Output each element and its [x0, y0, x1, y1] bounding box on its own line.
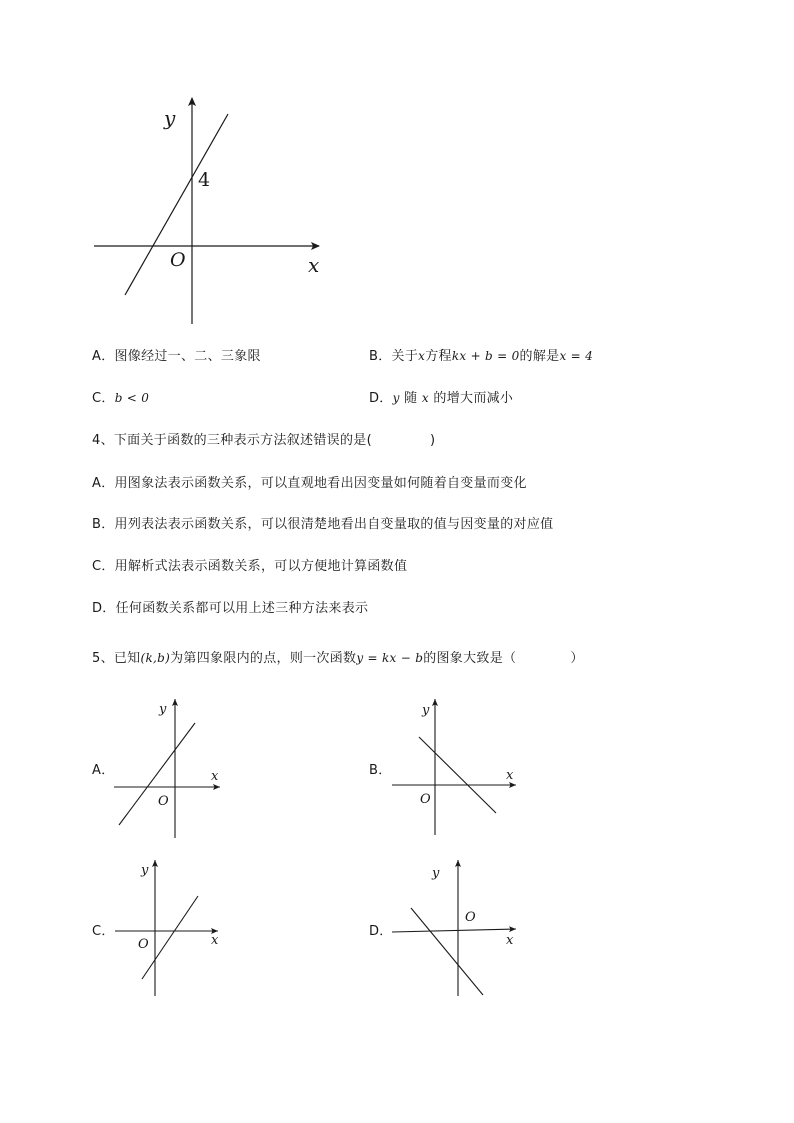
- x-axis-label: x: [211, 933, 219, 948]
- q3-option-d-var2: x: [421, 391, 429, 405]
- intercept-label: 4: [198, 169, 211, 191]
- x-axis-label: x: [506, 768, 514, 783]
- origin-label: O: [138, 937, 149, 952]
- origin-label: O: [158, 794, 169, 809]
- q4-option-b[interactable]: B．用列表法表示函数关系，可以很清楚地看出自变量取的值与因变量的对应值: [92, 517, 554, 532]
- y-axis-label: y: [141, 863, 149, 878]
- y-axis-label: y: [422, 703, 430, 718]
- q3-option-c[interactable]: [92, 387, 149, 406]
- q3-option-b-equation: kx + b = 0: [451, 349, 520, 363]
- q3-option-c-expr: b < 0: [114, 391, 150, 405]
- q5-point: (k,b): [140, 651, 171, 665]
- q5-stem-close: ）: [570, 651, 584, 666]
- q3-option-d[interactable]: [369, 387, 513, 406]
- q3-option-b-mid: 方程: [425, 349, 452, 364]
- x-axis-label: x: [308, 253, 320, 277]
- q3-option-b-var: x: [418, 349, 426, 363]
- y-axis-label: y: [432, 866, 440, 881]
- q5-stem-mid: 为第四象限内的点，则一次函数: [170, 651, 357, 666]
- q3-option-d-var1: y: [392, 391, 400, 405]
- q5-stem: [92, 647, 584, 666]
- origin-label: O: [465, 910, 476, 925]
- origin-label: O: [420, 792, 431, 807]
- q3-graph: [88, 92, 333, 332]
- q5-stem-suffix: 的图象大致是（: [423, 651, 517, 666]
- q5-stem-prefix: 5、已知: [92, 651, 141, 666]
- q5-option-c-graph[interactable]: [110, 856, 230, 1001]
- q5-option-d-label[interactable]: D．: [369, 924, 393, 939]
- y-axis-label: y: [164, 106, 176, 130]
- q3-option-d-mid: 随: [404, 391, 418, 406]
- origin-label: O: [170, 249, 186, 271]
- q4-stem-close: ): [429, 433, 436, 448]
- x-axis-label: x: [211, 769, 219, 784]
- q3-option-b-prefix: B．关于: [369, 349, 419, 364]
- q4-option-a[interactable]: A．用图象法表示函数关系，可以直观地看出因变量如何随着自变量而变化: [92, 476, 527, 491]
- q5-function: y = kx − b: [356, 651, 424, 665]
- q3-option-d-prefix: D．: [369, 391, 393, 406]
- x-axis: [392, 929, 516, 932]
- q4-option-d[interactable]: D．任何函数关系都可以用上述三种方法来表示: [92, 601, 369, 616]
- q4-stem-text: 4、下面关于函数的三种表示方法叙述错误的是(: [92, 433, 372, 448]
- function-line: [119, 723, 195, 825]
- q5-option-a-graph[interactable]: [110, 695, 230, 843]
- q5-option-a-label[interactable]: A．: [92, 763, 115, 778]
- q3-option-b[interactable]: [369, 345, 593, 364]
- y-axis-label: y: [159, 702, 167, 717]
- q3-option-b-suffix: 的解是: [519, 349, 560, 364]
- function-line: [142, 896, 198, 979]
- q3-option-c-prefix: C．: [92, 391, 115, 406]
- q4-stem: [92, 429, 435, 448]
- q5-option-d-graph[interactable]: [388, 856, 523, 1001]
- q4-option-c[interactable]: C．用解析式法表示函数关系，可以方便地计算函数值: [92, 559, 408, 574]
- q5-option-c-label[interactable]: C．: [92, 924, 115, 939]
- q5-option-b-graph[interactable]: [388, 695, 523, 840]
- x-axis-label: x: [506, 933, 514, 948]
- q3-option-b-solution: x = 4: [559, 349, 594, 363]
- q5-option-b-label[interactable]: B．: [369, 763, 392, 778]
- q3-option-a[interactable]: A．图像经过一、二、三象限: [92, 349, 261, 364]
- q3-option-d-suffix: 的增大而减小: [433, 391, 514, 406]
